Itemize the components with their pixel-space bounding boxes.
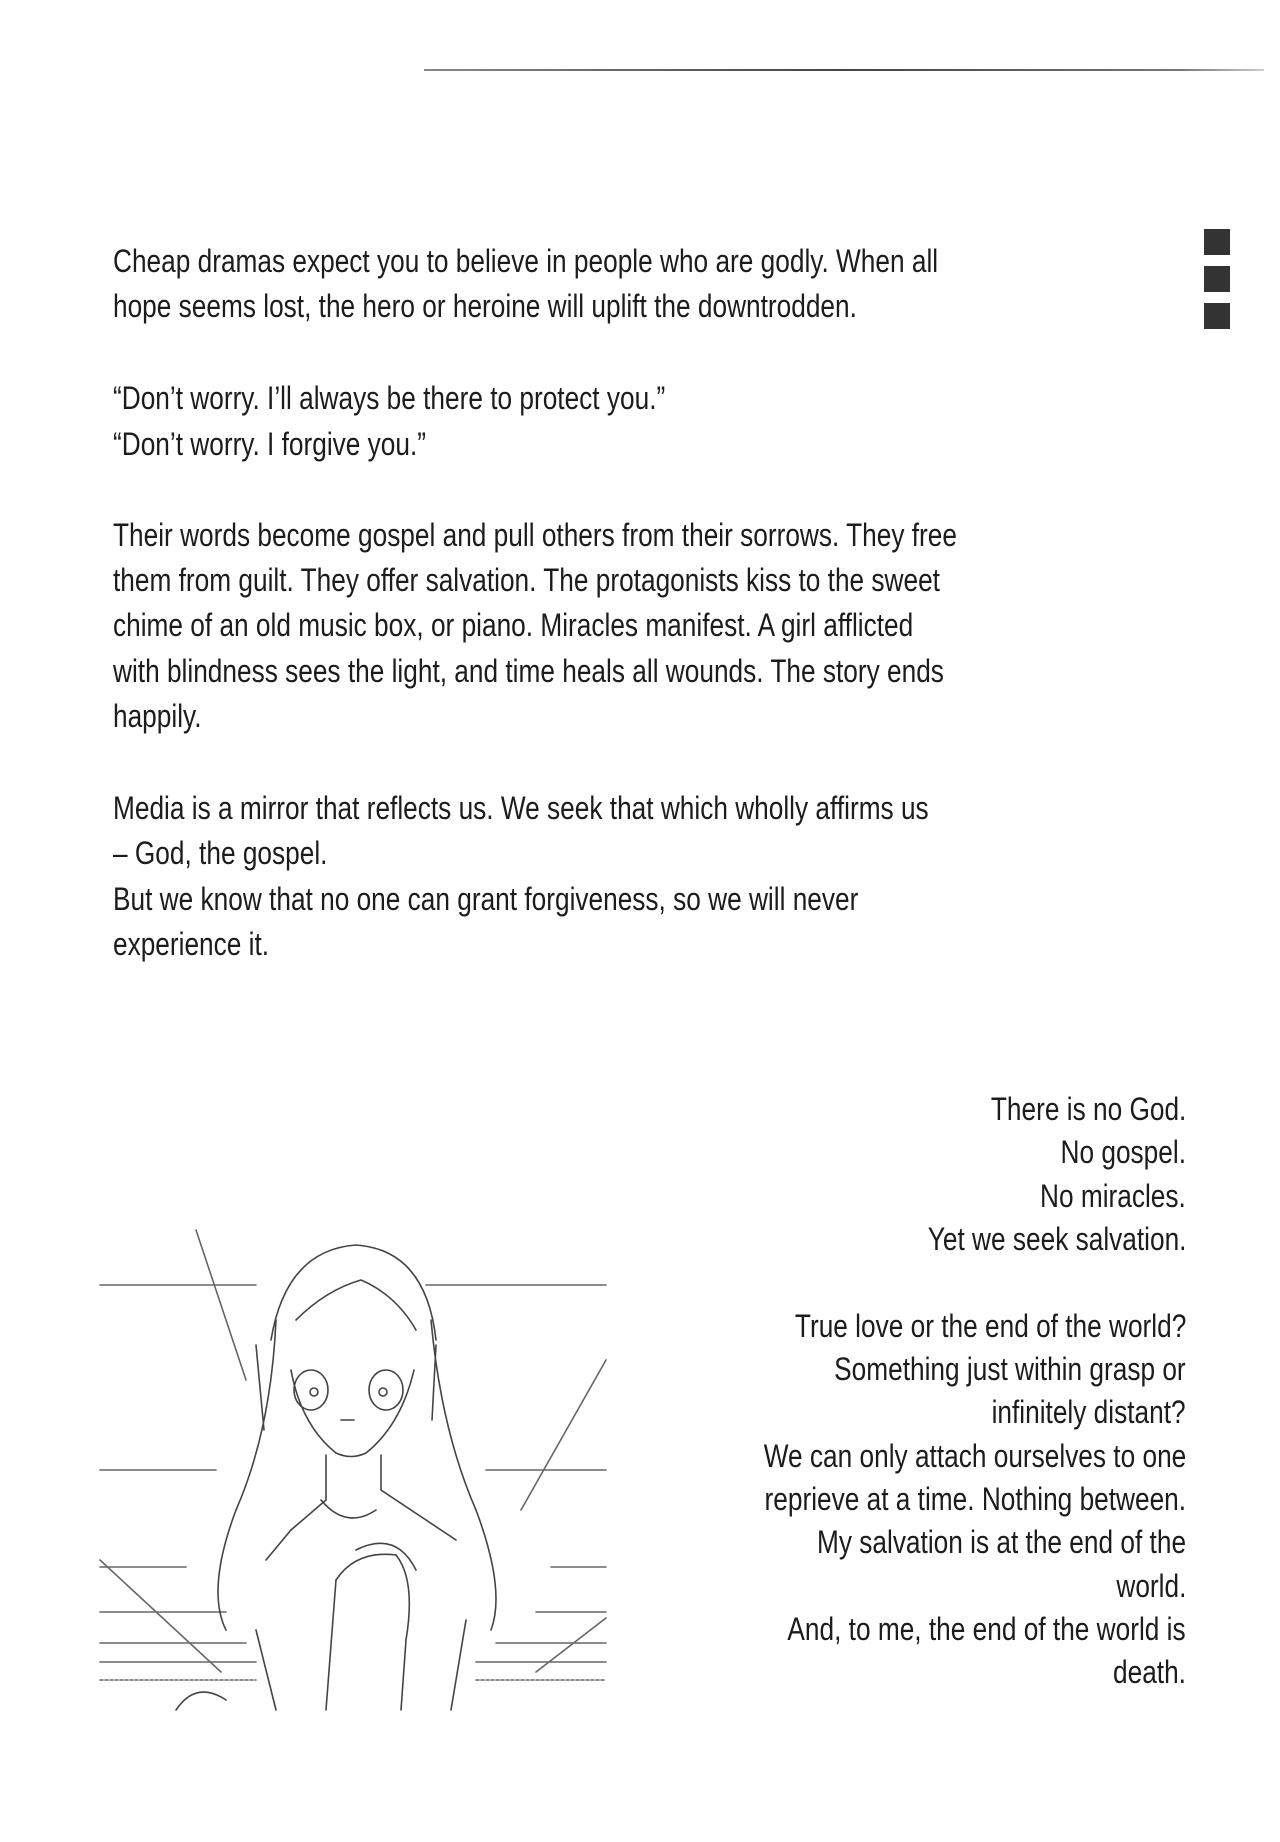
poem-line: Yet we seek salvation.: [927, 1221, 1186, 1257]
poem-line: My salvation is at the end of the: [816, 1524, 1186, 1560]
text-line: experience it.: [113, 926, 270, 962]
text-line: – God, the gospel.: [113, 835, 328, 871]
poem-line: world.: [1116, 1568, 1186, 1604]
text-line: happily.: [113, 698, 202, 734]
text-line: chime of an old music box, or piano. Miracles manifest. A girl afflicted: [113, 607, 914, 643]
poem-line: Something just within grasp or: [834, 1351, 1186, 1387]
text-line: But we know that no one can grant forgiveness, so we will never: [113, 881, 859, 917]
poem-line: infinitely distant?: [992, 1394, 1186, 1430]
poem-line: reprieve at a time. Nothing between.: [764, 1481, 1186, 1517]
poem-line: True love or the end of the world?: [794, 1308, 1186, 1344]
marker-square: [1204, 303, 1230, 329]
marker-square: [1204, 229, 1230, 255]
poem-line: There is no God.: [990, 1091, 1186, 1127]
background-lines: [100, 1230, 606, 1680]
text-line: Cheap dramas expect you to believe in people who are godly. When all: [113, 243, 939, 279]
text-line: Their words become gospel and pull others from their sorrows. They free: [113, 517, 957, 553]
poem-line: We can only attach ourselves to one: [763, 1438, 1186, 1474]
marker-square: [1204, 266, 1230, 292]
quote-line: “Don’t worry. I forgive you.”: [113, 426, 427, 462]
text-line: with blindness sees the light, and time heals all wounds. The story ends: [113, 653, 944, 689]
poem-line: No gospel.: [1060, 1134, 1186, 1170]
text-line: them from guilt. They offer salvation. The protagonists kiss to the sweet: [113, 562, 940, 598]
poem-line: And, to me, the end of the world is: [787, 1611, 1186, 1647]
text-line: Media is a mirror that reflects us. We seek that which wholly affirms us: [113, 790, 929, 826]
poem-line: death.: [1113, 1654, 1186, 1690]
text-line: hope seems lost, the hero or heroine will uplift the downtrodden.: [113, 288, 857, 324]
girl-illustration: [96, 1210, 626, 1720]
poem-line: No miracles.: [1040, 1178, 1186, 1214]
quote-line: “Don’t worry. I’ll always be there to protect you.”: [113, 380, 666, 416]
header-rule: [424, 69, 1264, 71]
